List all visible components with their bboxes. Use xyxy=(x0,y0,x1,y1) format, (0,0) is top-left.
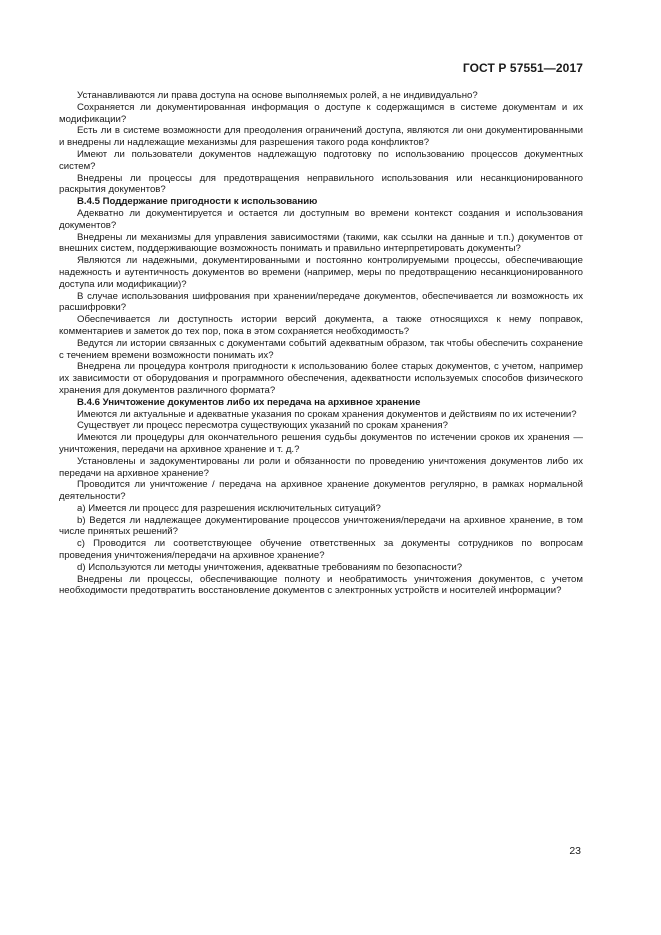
paragraph: Внедрена ли процедура контроля пригодности к использованию более старых документов, с учетом, например их зависимости от оборудования и программного обеспечения, адекватности используемых способов физического хранения для документов различного формата? xyxy=(59,361,583,396)
paragraph: Есть ли в системе возможности для преодоления ограничений доступа, являются ли они документированными и внедрены ли надлежащие механизмы для разрешения такого рода конфликтов? xyxy=(59,125,583,149)
page-number: 23 xyxy=(569,845,581,857)
standard-designation: ГОСТ Р 57551—2017 xyxy=(462,61,583,75)
paragraph: a) Имеется ли процесс для разрешения исключительных ситуаций? xyxy=(77,502,381,514)
paragraph: В случае использования шифрования при хранении/передаче документов, обеспечивается ли возможность их расшифровки? xyxy=(59,290,583,314)
paragraph: Имеют ли пользователи документов надлежащую подготовку по использованию процессов документных систем? xyxy=(59,148,583,172)
paragraph: Устанавливаются ли права доступа на основе выполняемых ролей, а не индивидуально? xyxy=(77,90,478,101)
paragraph: Существует ли процесс пересмотра существующих указаний по срокам хранения? xyxy=(77,420,448,432)
paragraph: c) Проводится ли соответствующее обучение ответственных за документы сотрудников по вопросам проведения уничтожения/передачи на архивное хранение? xyxy=(59,538,583,562)
paragraph: d) Используются ли методы уничтожения, адекватные требованиям по безопасности? xyxy=(77,561,463,573)
section-heading: В.4.5 Поддержание пригодности к использованию xyxy=(77,196,318,208)
paragraph: Имеются ли процедуры для окончательного решения судьбы документов по истечении сроков их хранения — уничтожения, передачи на архивное хранение и т. д.? xyxy=(59,432,583,455)
section-heading: В.4.6 Уничтожение документов либо их передача на архивное хранение xyxy=(77,396,421,408)
paragraph: Проводится ли уничтожение / передача на архивное хранение документов регулярно, в рамках нормальной деятельности? xyxy=(59,479,583,503)
paragraph: Внедрены ли процессы, обеспечивающие полноту и необратимость уничтожения документов, с учетом необходимости предотвратить восстановление документов с электронных устройств и носителей информации? xyxy=(59,573,583,597)
paragraph: Имеются ли актуальные и адекватные указания по срокам хранения документов и действиям по их истечении? xyxy=(77,408,577,420)
paragraph: Внедрены ли процессы для предотвращения неправильного использования или несанкционированного раскрытия документов? xyxy=(59,172,583,196)
paragraph: b) Ведется ли надлежащее документирование процессов уничтожения/передачи на архивное хранение, в том числе принятых решений? xyxy=(59,514,583,538)
paragraph: Установлены и задокументированы ли роли и обязанности по проведению уничтожения документов либо их передачи на архивное хранение? xyxy=(59,455,583,479)
paragraph: Ведутся ли истории связанных с документами событий адекватным образом, так чтобы обеспечить сохранение с течением времени возможности понимать их? xyxy=(59,337,583,361)
paragraph: Являются ли надежными, документированными и постоянно контролируемыми процессы, обеспечивающие надежность и аутентичность документов во времени (например, меры по предотвращению несанкционированного доступа или модификации)? xyxy=(59,255,583,290)
paragraph: Адекватно ли документируется и остается ли доступным во времени контекст создания и использования документов? xyxy=(59,207,583,231)
paragraph: Сохраняется ли документированная информация о доступе к содержащимся в системе документам и их модификации? xyxy=(59,101,583,125)
paragraph: Обеспечивается ли доступность истории версий документа, а также относящихся к нему поправок, комментариев и заметок до тех пор, пока в этом сохраняется необходимость? xyxy=(59,314,583,337)
paragraph: Внедрены ли механизмы для управления зависимостями (такими, как ссылки на данные и т.п.) документов от внешних систем, поддерживающие возможность понимать и правильно интерпретировать документы? xyxy=(59,231,583,255)
body-text xyxy=(59,90,583,597)
